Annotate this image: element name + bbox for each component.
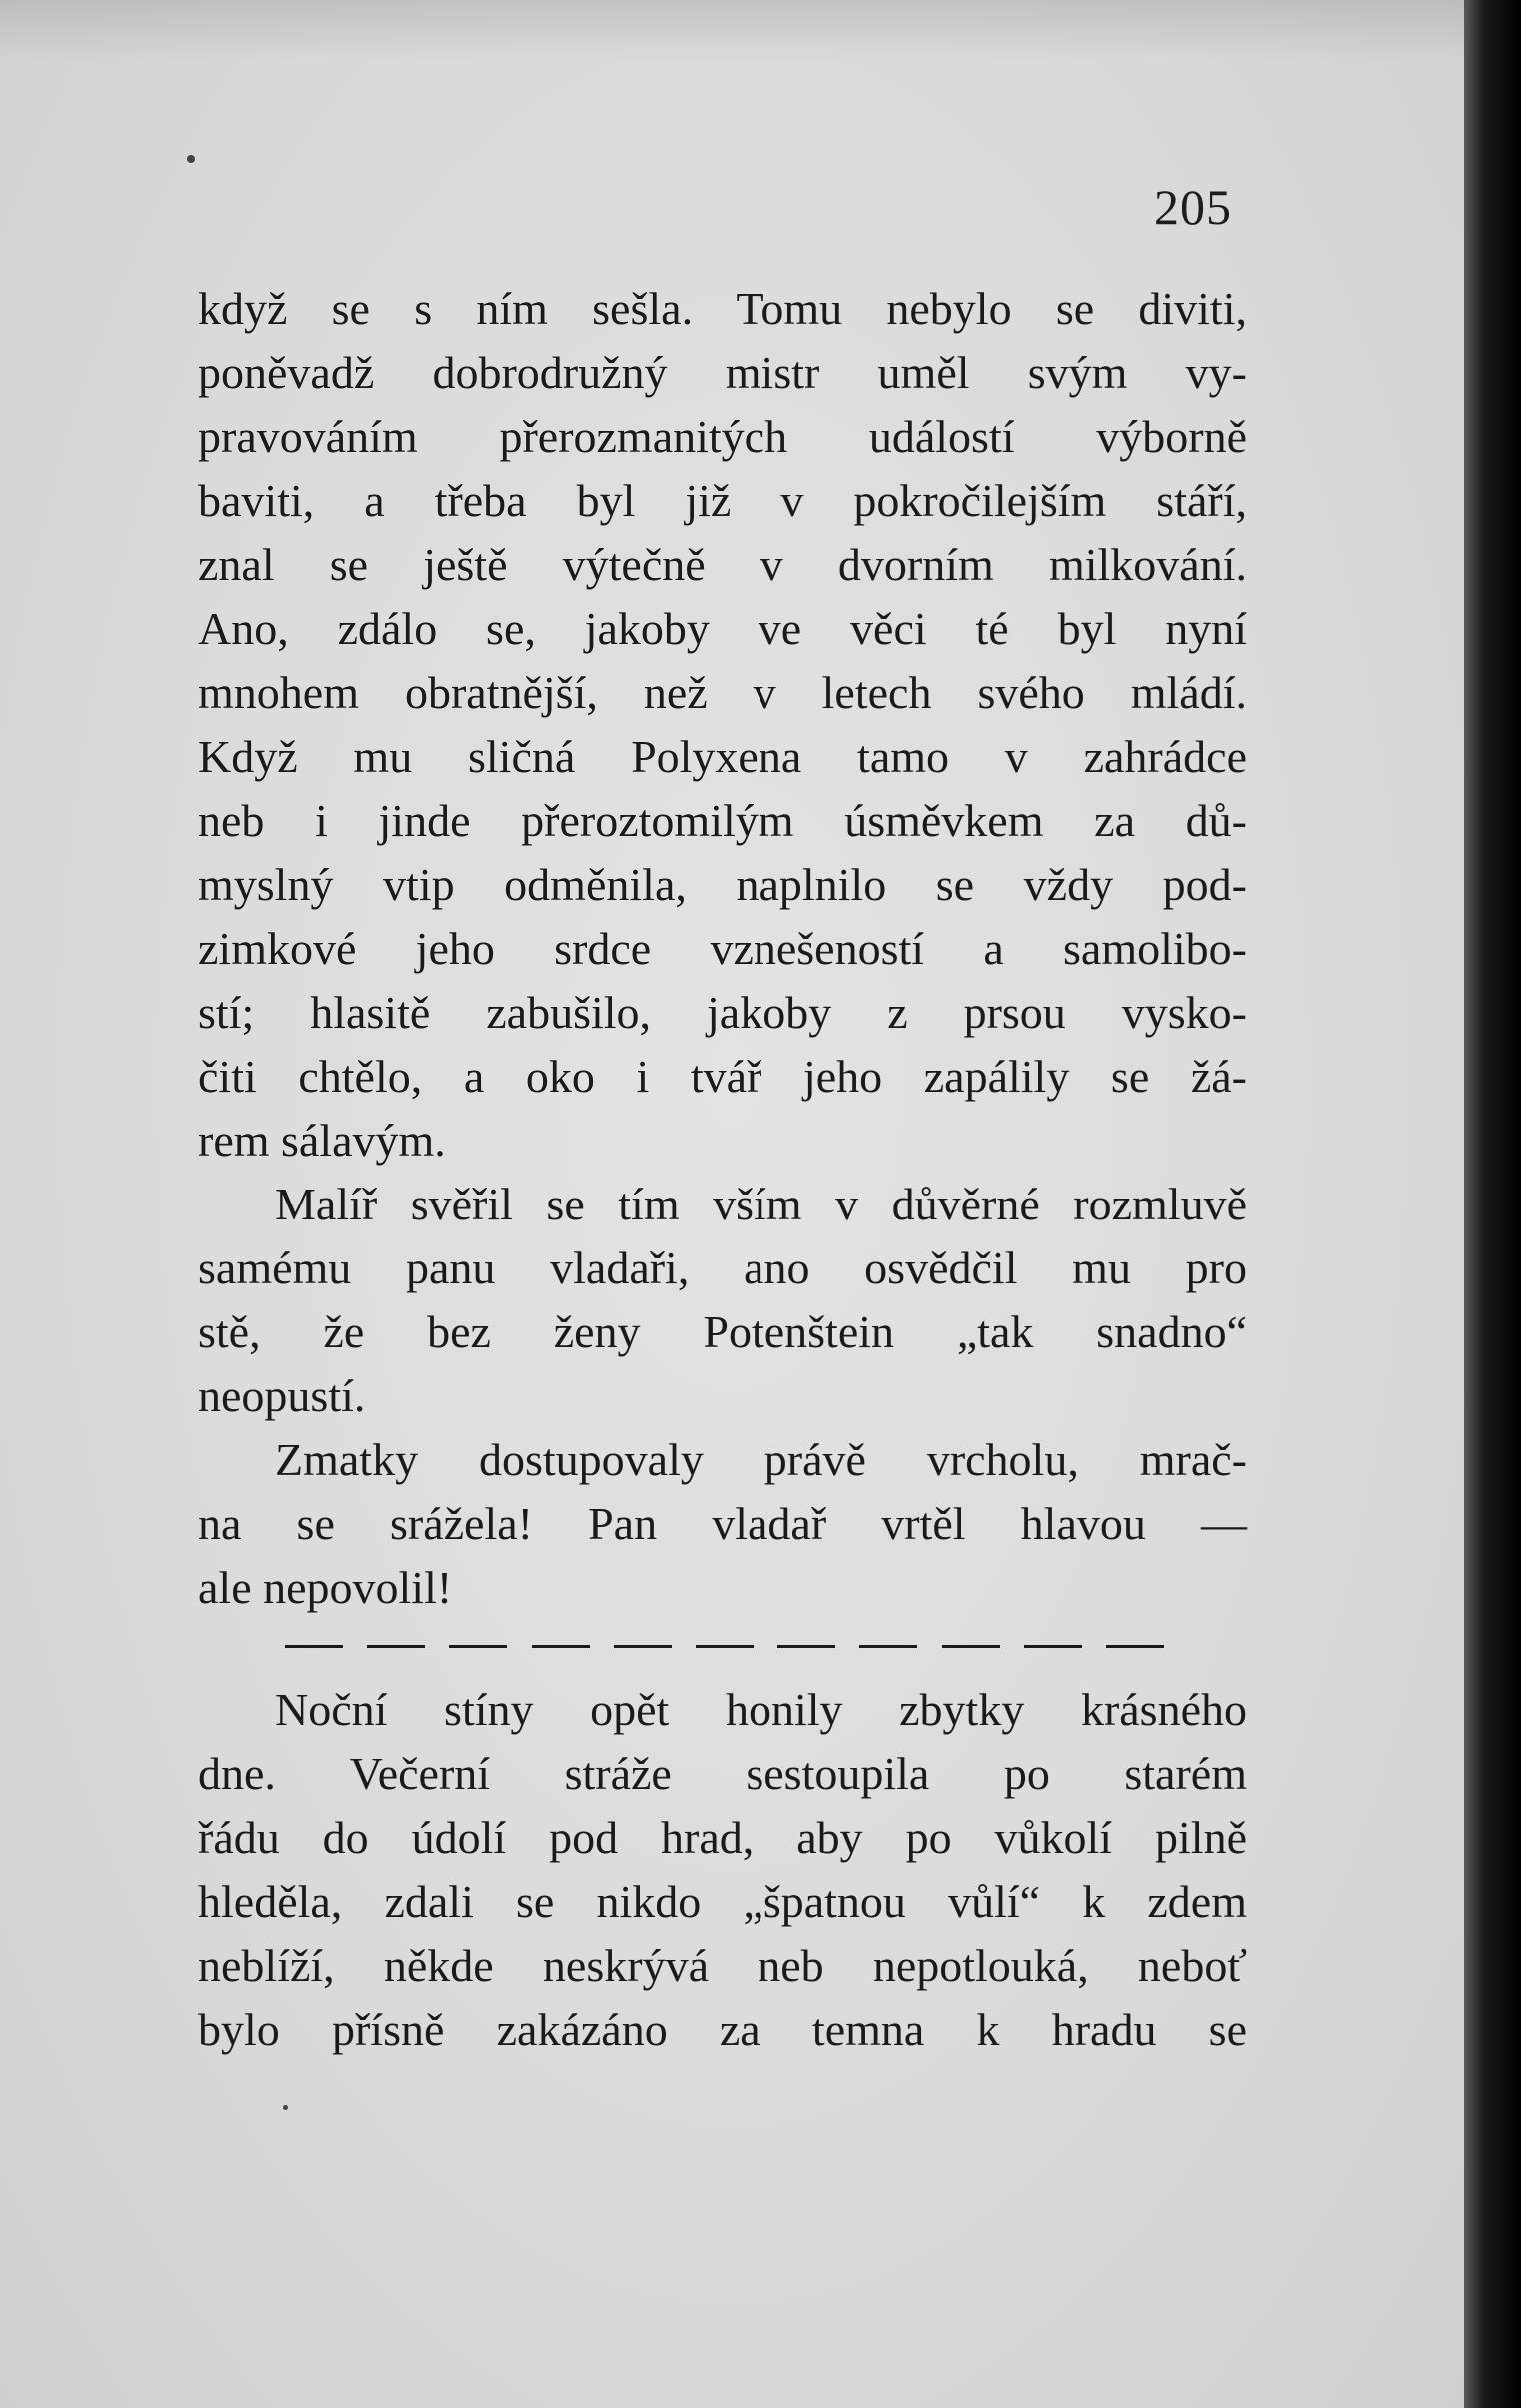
- text-line: pravováním přerozmanitých událostí výborně: [198, 411, 1247, 462]
- text-line: neb i jinde přeroztomilým úsměvkem za dů-: [198, 795, 1247, 846]
- separator-dash: [777, 1645, 835, 1648]
- text-line: rem sálavým.: [198, 1115, 446, 1166]
- text-line: hleděla, zdali se nikdo „špatnou vůlí“ k zdem: [198, 1876, 1247, 1927]
- text-line: Malíř svěřil se tím vším v důvěrné rozmluvě: [275, 1179, 1247, 1229]
- text-line: ale nepovolil!: [198, 1562, 453, 1613]
- ink-speck: [283, 2105, 288, 2110]
- separator-dash: [285, 1645, 343, 1648]
- top-page-edge: [0, 0, 1464, 60]
- text-line: Noční stíny opět honily zbytky krásného: [275, 1684, 1247, 1735]
- text-line: baviti, a třeba byl již v pokročilejším stáří,: [198, 475, 1247, 526]
- page-gutter-edge: [1464, 0, 1521, 2408]
- text-line: stí; hlasitě zabušilo, jakoby z prsou vysko-: [198, 987, 1247, 1038]
- text-line: stě, že bez ženy Potenštein „tak snadno“: [198, 1306, 1247, 1357]
- separator-dash: [532, 1645, 590, 1648]
- text-line: na se srážela! Pan vladař vrtěl hlavou —: [198, 1498, 1247, 1549]
- text-line: když se s ním sešla. Tomu nebylo se diviti,: [198, 283, 1247, 334]
- separator-dash: [449, 1645, 507, 1648]
- text-line: bylo přísně zakázáno za temna k hradu se: [198, 2004, 1247, 2055]
- separator-dash: [614, 1645, 672, 1648]
- separator-dash: [1024, 1645, 1082, 1648]
- text-line: myslný vtip odměnila, naplnilo se vždy pod-: [198, 859, 1247, 910]
- separator-dash: [942, 1645, 1000, 1648]
- separator-dash: [367, 1645, 425, 1648]
- text-line: čiti chtělo, a oko i tvář jeho zapálily se žá-: [198, 1051, 1247, 1102]
- text-line: neopustí.: [198, 1370, 366, 1421]
- text-line: mnohem obratnější, než v letech svého mládí.: [198, 667, 1247, 718]
- text-line: Když mu sličná Polyxena tamo v zahrádce: [198, 731, 1247, 782]
- text-line: řádu do údolí pod hrad, aby po vůkolí pilně: [198, 1812, 1247, 1863]
- text-line: Zmatky dostupovaly právě vrcholu, mrač-: [275, 1434, 1247, 1485]
- text-line: znal se ještě výtečně v dvorním milkování.: [198, 539, 1247, 590]
- text-line: dne. Večerní stráže sestoupila po starém: [198, 1748, 1247, 1799]
- section-separator: [285, 1645, 1164, 1649]
- text-line: poněvadž dobrodružný mistr uměl svým vy-: [198, 347, 1247, 398]
- page-number: 205: [1154, 179, 1232, 235]
- separator-dash: [1106, 1645, 1164, 1648]
- text-line: neblíží, někde neskrývá neb nepotlouká, neboť: [198, 1940, 1247, 1991]
- text-line: Ano, zdálo se, jakoby ve věci té byl nyní: [198, 603, 1247, 654]
- text-line: zimkové jeho srdce vznešeností a samolibo-: [198, 923, 1247, 974]
- text-line: samému panu vladaři, ano osvědčil mu pro: [198, 1242, 1247, 1293]
- separator-dash: [859, 1645, 917, 1648]
- ink-speck: [187, 155, 195, 163]
- separator-dash: [696, 1645, 754, 1648]
